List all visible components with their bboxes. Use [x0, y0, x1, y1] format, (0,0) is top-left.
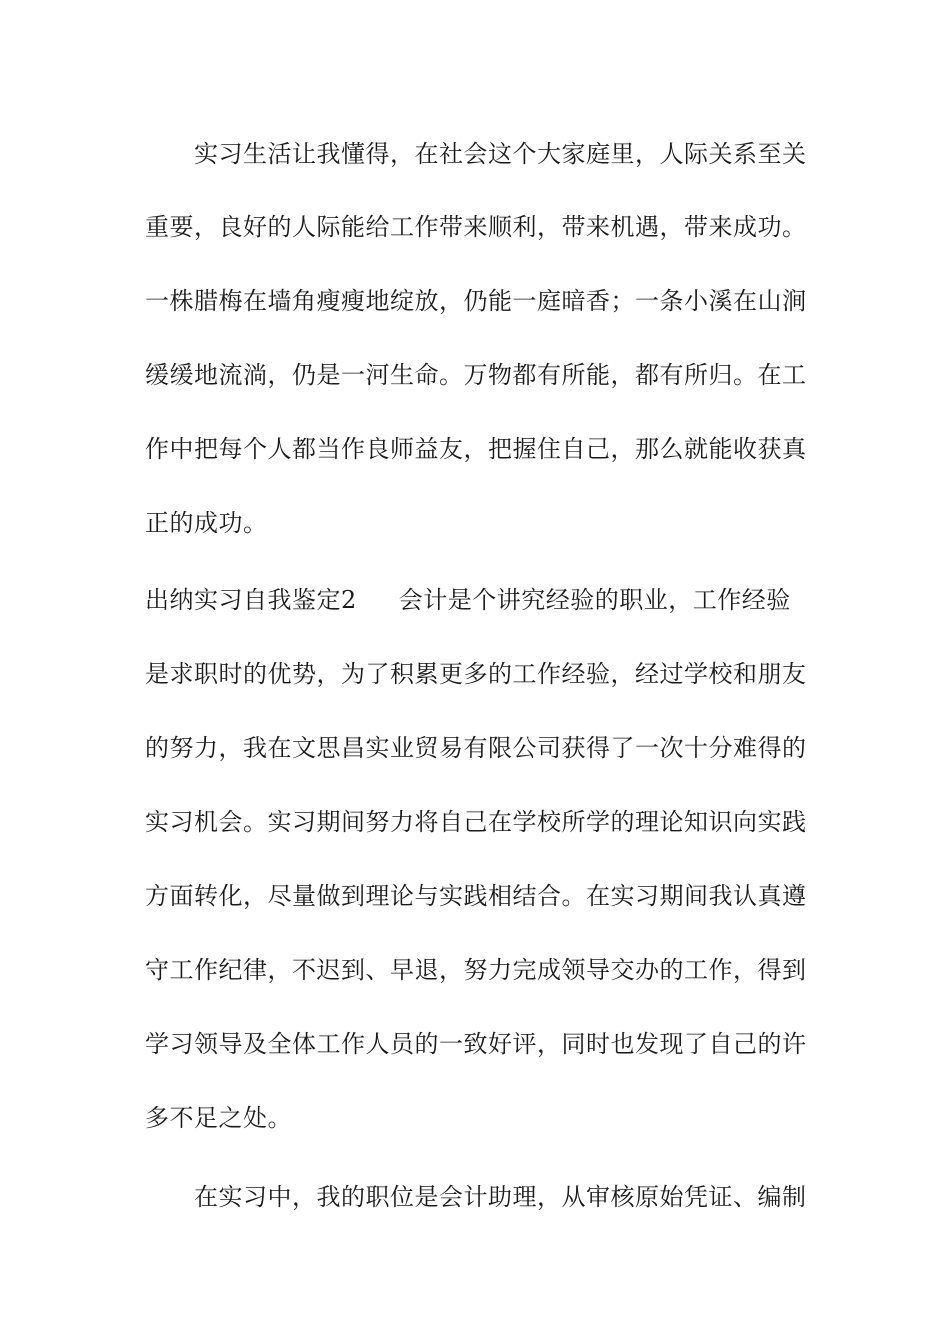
paragraph-1-line-2: 重要，良好的人际能给工作带来顺利，带来机遇，带来成功。 [145, 213, 807, 241]
section-heading-line [145, 580, 845, 620]
paragraph-1-line-6: 正的成功。 [145, 509, 268, 537]
paragraph-2-line-5: 方面转化，尽量做到理论与实践相结合。在实习期间我认真遵 [145, 882, 807, 910]
paragraph-2-line-6: 守工作纪律，不迟到、早退，努力完成领导交办的工作，得到 [145, 956, 807, 984]
paragraph-2-line-8: 多不足之处。 [145, 1104, 292, 1132]
paragraph-2-line-3: 的努力，我在文思昌实业贸易有限公司获得了一次十分难得的 [145, 734, 807, 762]
paragraph-1-line-3: 一株腊梅在墙角瘦瘦地绽放，仍能一庭暗香；一条小溪在山涧 [145, 287, 807, 315]
paragraph-1-line-1: 实习生活让我懂得，在社会这个大家庭里，人际关系至关 [194, 140, 807, 168]
section-heading: 出纳实习自我鉴定2 [145, 586, 357, 614]
paragraph-2-line-2: 是求职时的优势，为了积累更多的工作经验，经过学校和朋友 [145, 660, 807, 688]
paragraph-3-line-1: 在实习中，我的职位是会计助理，从审核原始凭证、编制 [194, 1183, 807, 1211]
paragraph-2-line-4: 实习机会。实习期间努力将自己在学校所学的理论知识向实践 [145, 808, 807, 836]
paragraph-1-line-4: 缓缓地流淌，仍是一河生命。万物都有所能，都有所归。在工 [145, 361, 807, 389]
paragraph-1-line-5: 作中把每个人都当作良师益友，把握住自己，那么就能收获真 [145, 435, 807, 463]
paragraph-2-line-1: 会计是个讲究经验的职业，工作经验 [398, 586, 791, 614]
paragraph-2-line-7: 学习领导及全体工作人员的一致好评，同时也发现了自己的许 [145, 1030, 807, 1058]
